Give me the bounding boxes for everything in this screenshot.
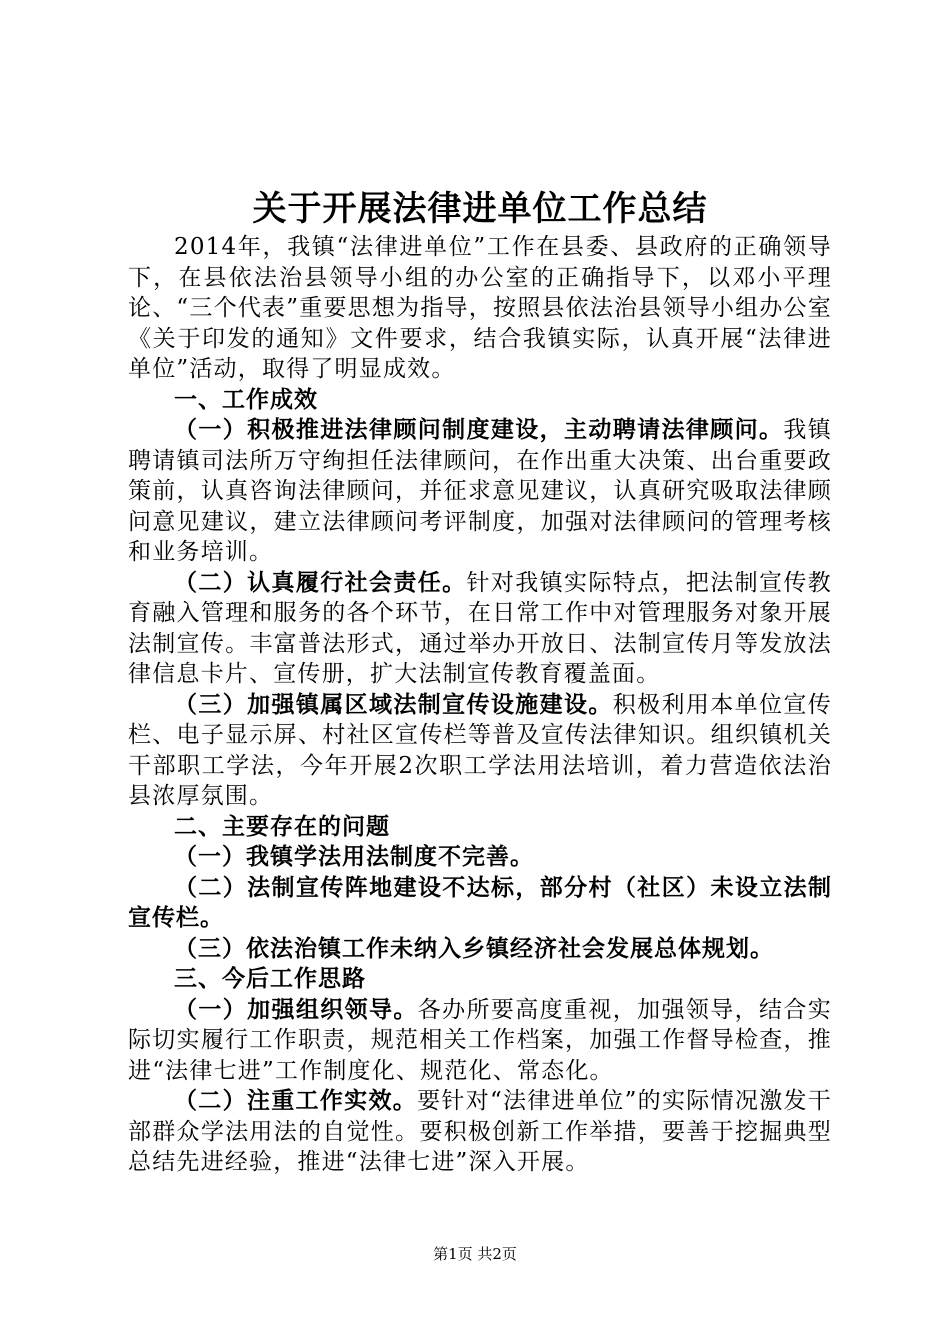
- section-heading-problems: 二、主要存在的问题: [174, 813, 390, 840]
- achievement-item-3: [128, 690, 832, 812]
- section-heading-future-work: 三、今后工作思路: [174, 966, 366, 992]
- future-item-1-lead: （一）加强组织领导。: [174, 996, 418, 1023]
- document-title: 关于开展法律进单位工作总结: [252, 189, 708, 229]
- achievement-item-1-lead: （一）积极推进法律顾问制度建设，主动聘请法律顾问。: [174, 417, 784, 443]
- future-item-2-text: 要针对“法律进单位”的实际情况激发干部群众学法用法的自觉性。要积极创新工作举措，要善于挖掘典型总结先进经验，推进“法律七进”深入开展。: [128, 1088, 833, 1175]
- section-heading-achievements: 一、工作成效: [174, 386, 318, 413]
- page-footer: 第1页 共2页: [433, 1245, 517, 1263]
- future-item-2: [128, 1086, 832, 1178]
- problem-item-1: （一）我镇学法用法制度不完善。: [174, 844, 534, 870]
- achievement-item-2-text: 针对我镇实际特点，把法制宣传教育融入管理和服务的各个环节，在日常工作中对管理服务对象开展法制宣传。丰富普法形式，通过举办开放日、法制宣传月等发放法律信息卡片、宣传册，扩大法制宣传教育覆盖面。: [128, 569, 833, 687]
- achievement-item-1-text: 我镇聘请镇司法所万守绚担任法律顾问，在作出重大决策、出台重要政策前，认真咨询法律顾问，并征求意见建议，认真研究吸取法律顾问意见建议，建立法律顾问考评制度，加强对法律顾问的管理考核和业务培训。: [128, 417, 832, 565]
- future-item-1-text: 各办所要高度重视，加强领导，结合实际切实履行工作职责，规范相关工作档案，加强工作督导检查，推进“法律七进”工作制度化、规范化、常态化。: [128, 996, 833, 1084]
- document-body: [128, 232, 832, 1178]
- achievement-item-2: [128, 568, 832, 690]
- achievement-item-3-text: 积极利用本单位宣传栏、电子显示屏、村社区宣传栏等普及宣传法律知识。组织镇机关干部职工学法，今年开展2次职工学法用法培训，着力营造依法治县浓厚氛围。: [128, 691, 832, 809]
- future-item-1: [128, 995, 832, 1087]
- achievement-item-2-lead: （二）认真履行社会责任。: [174, 569, 467, 596]
- problem-item-3: （三）依法治镇工作未纳入乡镇经济社会发展总体规划。: [174, 935, 774, 962]
- achievement-item-1: [128, 415, 832, 568]
- intro-paragraph: 2014年，我镇“法律进单位”工作在县委、县政府的正确领导下，在县依法治县领导小组的办公室的正确指导下，以邓小平理论、“三个代表”重要思想为指导，按照县依法治县领导小组办公室《关于印发的通知》文件要求，结合我镇实际，认真开展“法律进单位”活动，取得了明显成效。: [128, 234, 832, 382]
- achievement-item-3-lead: （三）加强镇属区域法制宣传设施建设。: [174, 691, 613, 718]
- future-item-2-lead: （二）注重工作实效。: [174, 1088, 418, 1114]
- problem-item-2: （二）法制宣传阵地建设不达标，部分村（社区）未设立法制宣传栏。: [128, 874, 832, 931]
